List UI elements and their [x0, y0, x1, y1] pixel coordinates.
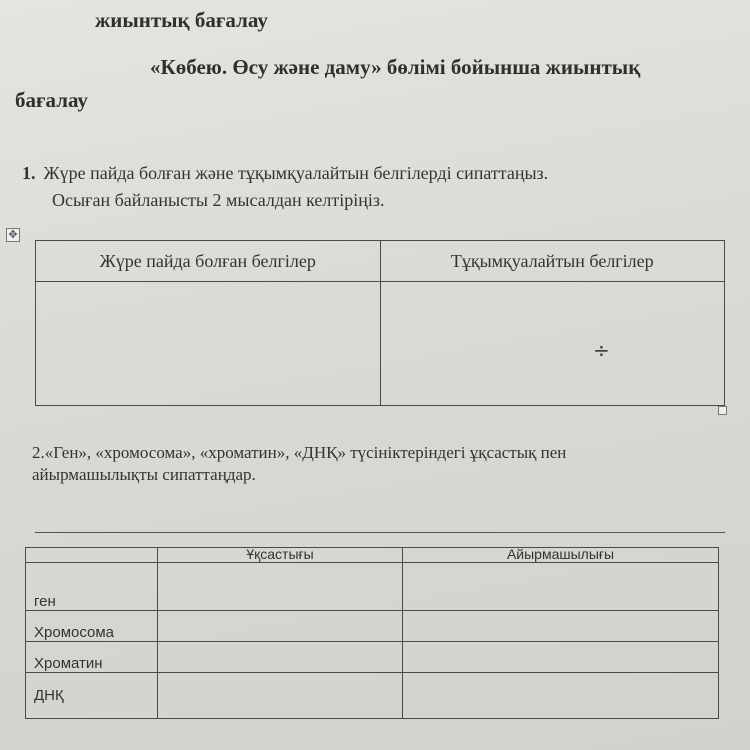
question-1-number: 1. [22, 163, 36, 183]
cell-dna-difference[interactable] [403, 673, 719, 719]
question-2-line1: 2.«Ген», «хромосома», «хроматин», «ДНҚ» түсініктеріндегі ұқсастық пен [32, 443, 567, 462]
text-cursor-icon: ÷ [593, 338, 610, 362]
answer-cell-hereditary[interactable] [380, 282, 725, 406]
cell-chromosome-difference[interactable] [403, 611, 719, 642]
row-label-gene: ген [26, 563, 158, 611]
table-header-empty [26, 548, 158, 563]
table-header-difference: Айырмашылығы [403, 548, 719, 563]
row-label-chromatin: Хроматин [26, 642, 158, 673]
question-2 [32, 442, 722, 486]
table-resize-handle[interactable] [718, 406, 727, 415]
row-label-dna: ДНҚ [26, 673, 158, 719]
page-title-continuation: бағалау [15, 88, 88, 112]
question-1-line1: Жүре пайда болған және тұқымқуалайтын белгілерді сипаттаңыз. [43, 163, 549, 183]
cell-gene-similarity[interactable] [158, 563, 403, 611]
cell-chromatin-similarity[interactable] [158, 642, 403, 673]
question-1 [22, 160, 722, 214]
cell-chromosome-similarity[interactable] [158, 611, 403, 642]
question-1-line2: Осыған байланысты 2 мысалдан келтіріңіз. [52, 190, 385, 210]
table-header-acquired: Жүре пайда болған белгілер [36, 241, 381, 282]
table-header-similarity: Ұқсастығы [158, 548, 403, 563]
answer-cell-acquired[interactable] [36, 282, 381, 406]
cell-chromatin-difference[interactable] [403, 642, 719, 673]
table-header-hereditary: Тұқымқуалайтын белгілер [380, 241, 725, 282]
cell-dna-similarity[interactable] [158, 673, 403, 719]
page-title: «Көбею. Өсу және даму» бөлімі бойынша жиынтық [150, 55, 641, 79]
table-move-handle-icon[interactable]: ✥ [6, 228, 20, 242]
header-continuation: жиынтық бағалау [95, 8, 268, 32]
question-2-line2: айырмашылықты сипаттаңдар. [32, 465, 256, 484]
answer-line [35, 532, 725, 533]
row-label-chromosome: Хромосома [26, 611, 158, 642]
question-2-table [25, 547, 719, 719]
question-1-table [35, 240, 725, 406]
cell-gene-difference[interactable] [403, 563, 719, 611]
